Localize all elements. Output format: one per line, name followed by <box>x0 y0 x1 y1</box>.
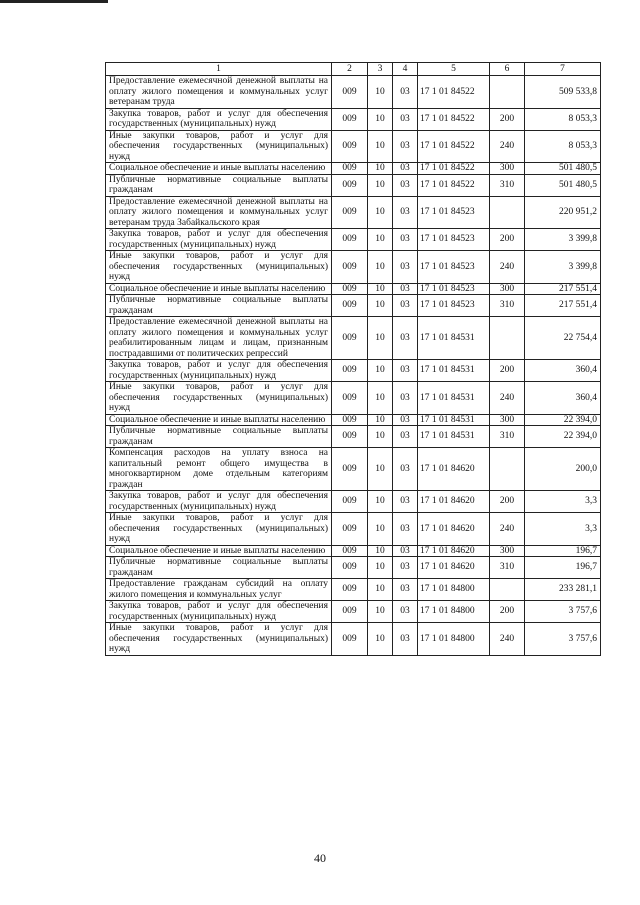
row-amount-cell: 501 480,5 <box>525 174 601 196</box>
row-subsection-cell: 03 <box>393 623 418 656</box>
table-row <box>106 295 601 317</box>
table-row <box>106 414 601 426</box>
row-section-cell: 10 <box>368 579 393 601</box>
row-section-cell: 10 <box>368 130 393 163</box>
row-grbs-cell: 009 <box>332 382 368 415</box>
row-target-article-cell: 17 1 01 84522 <box>418 174 490 196</box>
row-grbs-cell: 009 <box>332 76 368 109</box>
table-row <box>106 163 601 175</box>
row-expense-type-cell: 310 <box>490 557 525 579</box>
row-expense-type-cell: 240 <box>490 513 525 546</box>
row-amount-cell: 196,7 <box>525 557 601 579</box>
column-header: 1 <box>106 63 332 76</box>
row-name-cell: Предоставление ежемесячной денежной выплаты на оплату жилого помещения и коммунальных услуг ветеранам труда <box>106 76 332 109</box>
row-grbs-cell: 009 <box>332 513 368 546</box>
row-name-cell: Публичные нормативные социальные выплаты гражданам <box>106 174 332 196</box>
row-subsection-cell: 03 <box>393 76 418 109</box>
row-name-cell: Социальное обеспечение и иные выплаты населению <box>106 283 332 295</box>
page-number: 40 <box>314 851 326 865</box>
row-grbs-cell: 009 <box>332 579 368 601</box>
row-expense-type-cell: 200 <box>490 108 525 130</box>
row-section-cell: 10 <box>368 108 393 130</box>
column-header: 3 <box>368 63 393 76</box>
row-target-article-cell: 17 1 01 84523 <box>418 295 490 317</box>
row-target-article-cell: 17 1 01 84531 <box>418 317 490 360</box>
row-target-article-cell: 17 1 01 84523 <box>418 283 490 295</box>
row-section-cell: 10 <box>368 448 393 491</box>
row-grbs-cell: 009 <box>332 130 368 163</box>
row-target-article-cell: 17 1 01 84800 <box>418 601 490 623</box>
row-section-cell: 10 <box>368 545 393 557</box>
row-target-article-cell: 17 1 01 84523 <box>418 196 490 229</box>
row-target-article-cell: 17 1 01 84531 <box>418 414 490 426</box>
table-row <box>106 623 601 656</box>
row-target-article-cell: 17 1 01 84800 <box>418 579 490 601</box>
row-subsection-cell: 03 <box>393 196 418 229</box>
row-target-article-cell: 17 1 01 84620 <box>418 513 490 546</box>
table-row <box>106 283 601 295</box>
column-header: 5 <box>418 63 490 76</box>
row-section-cell: 10 <box>368 557 393 579</box>
table-row <box>106 382 601 415</box>
row-name-cell: Иные закупки товаров, работ и услуг для обеспечения государственных (муниципальных) нужд <box>106 251 332 284</box>
row-subsection-cell: 03 <box>393 229 418 251</box>
row-target-article-cell: 17 1 01 84522 <box>418 108 490 130</box>
row-name-cell: Закупка товаров, работ и услуг для обеспечения государственных (муниципальных) нужд <box>106 229 332 251</box>
row-grbs-cell: 009 <box>332 196 368 229</box>
table-row <box>106 130 601 163</box>
row-subsection-cell: 03 <box>393 108 418 130</box>
table-row <box>106 557 601 579</box>
row-expense-type-cell: 200 <box>490 360 525 382</box>
row-name-cell: Социальное обеспечение и иные выплаты населению <box>106 414 332 426</box>
row-section-cell: 10 <box>368 251 393 284</box>
row-target-article-cell: 17 1 01 84522 <box>418 130 490 163</box>
row-expense-type-cell: 310 <box>490 295 525 317</box>
row-name-cell: Публичные нормативные социальные выплаты гражданам <box>106 426 332 448</box>
row-target-article-cell: 17 1 01 84531 <box>418 360 490 382</box>
row-name-cell: Публичные нормативные социальные выплаты гражданам <box>106 295 332 317</box>
row-subsection-cell: 03 <box>393 426 418 448</box>
row-expense-type-cell: 200 <box>490 229 525 251</box>
row-name-cell: Публичные нормативные социальные выплаты гражданам <box>106 557 332 579</box>
row-grbs-cell: 009 <box>332 545 368 557</box>
row-target-article-cell: 17 1 01 84522 <box>418 163 490 175</box>
row-amount-cell: 8 053,3 <box>525 130 601 163</box>
table-row <box>106 196 601 229</box>
row-section-cell: 10 <box>368 76 393 109</box>
row-name-cell: Предоставление ежемесячной денежной выплаты на оплату жилого помещения и коммунальных услуг реабилитированным лицам и лицам, признанным пострадавшими от политических репрессий <box>106 317 332 360</box>
table-row <box>106 448 601 491</box>
column-header: 6 <box>490 63 525 76</box>
row-grbs-cell: 009 <box>332 163 368 175</box>
row-expense-type-cell: 240 <box>490 382 525 415</box>
row-name-cell: Компенсация расходов на уплату взноса на капитальный ремонт общего имущества в многоквартирном доме отдельным категориям граждан <box>106 448 332 491</box>
row-section-cell: 10 <box>368 295 393 317</box>
row-grbs-cell: 009 <box>332 229 368 251</box>
row-expense-type-cell: 240 <box>490 130 525 163</box>
row-grbs-cell: 009 <box>332 557 368 579</box>
row-amount-cell: 22 394,0 <box>525 426 601 448</box>
row-target-article-cell: 17 1 01 84620 <box>418 491 490 513</box>
row-name-cell: Иные закупки товаров, работ и услуг для обеспечения государственных (муниципальных) нужд <box>106 130 332 163</box>
row-subsection-cell: 03 <box>393 513 418 546</box>
table-row <box>106 513 601 546</box>
column-header: 4 <box>393 63 418 76</box>
row-name-cell: Социальное обеспечение и иные выплаты населению <box>106 545 332 557</box>
row-name-cell: Предоставление ежемесячной денежной выплаты на оплату жилого помещения и коммунальных услуг ветеранам труда Забайкальского края <box>106 196 332 229</box>
row-grbs-cell: 009 <box>332 601 368 623</box>
row-amount-cell: 360,4 <box>525 360 601 382</box>
table-body <box>106 76 601 656</box>
row-target-article-cell: 17 1 01 84522 <box>418 76 490 109</box>
row-name-cell: Социальное обеспечение и иные выплаты населению <box>106 163 332 175</box>
row-amount-cell: 3,3 <box>525 513 601 546</box>
row-grbs-cell: 009 <box>332 448 368 491</box>
row-subsection-cell: 03 <box>393 382 418 415</box>
row-subsection-cell: 03 <box>393 360 418 382</box>
column-header: 2 <box>332 63 368 76</box>
row-target-article-cell: 17 1 01 84531 <box>418 426 490 448</box>
table-row <box>106 579 601 601</box>
table-row <box>106 545 601 557</box>
table-row <box>106 317 601 360</box>
table-row <box>106 229 601 251</box>
row-subsection-cell: 03 <box>393 130 418 163</box>
table-row <box>106 108 601 130</box>
row-section-cell: 10 <box>368 513 393 546</box>
row-amount-cell: 360,4 <box>525 382 601 415</box>
row-amount-cell: 509 533,8 <box>525 76 601 109</box>
table-header-row <box>106 63 601 76</box>
row-expense-type-cell: 300 <box>490 414 525 426</box>
row-name-cell: Предоставление гражданам субсидий на оплату жилого помещения и коммунальных услуг <box>106 579 332 601</box>
row-amount-cell: 3 399,8 <box>525 251 601 284</box>
row-expense-type-cell: 240 <box>490 251 525 284</box>
row-section-cell: 10 <box>368 317 393 360</box>
table-row <box>106 251 601 284</box>
row-name-cell: Иные закупки товаров, работ и услуг для обеспечения государственных (муниципальных) нужд <box>106 513 332 546</box>
row-amount-cell: 22 754,4 <box>525 317 601 360</box>
row-grbs-cell: 009 <box>332 491 368 513</box>
row-expense-type-cell: 300 <box>490 545 525 557</box>
row-expense-type-cell: 200 <box>490 491 525 513</box>
row-target-article-cell: 17 1 01 84620 <box>418 557 490 579</box>
top-rule <box>0 0 108 3</box>
table-row <box>106 491 601 513</box>
row-grbs-cell: 009 <box>332 174 368 196</box>
table-row <box>106 426 601 448</box>
row-target-article-cell: 17 1 01 84523 <box>418 229 490 251</box>
row-expense-type-cell: 300 <box>490 283 525 295</box>
row-subsection-cell: 03 <box>393 491 418 513</box>
row-expense-type-cell: 300 <box>490 163 525 175</box>
row-subsection-cell: 03 <box>393 579 418 601</box>
row-section-cell: 10 <box>368 414 393 426</box>
row-subsection-cell: 03 <box>393 601 418 623</box>
row-section-cell: 10 <box>368 360 393 382</box>
row-subsection-cell: 03 <box>393 545 418 557</box>
row-expense-type-cell: 240 <box>490 623 525 656</box>
row-target-article-cell: 17 1 01 84620 <box>418 545 490 557</box>
row-subsection-cell: 03 <box>393 448 418 491</box>
table-row <box>106 174 601 196</box>
row-amount-cell: 3,3 <box>525 491 601 513</box>
row-grbs-cell: 009 <box>332 295 368 317</box>
row-name-cell: Закупка товаров, работ и услуг для обеспечения государственных (муниципальных) нужд <box>106 601 332 623</box>
row-section-cell: 10 <box>368 174 393 196</box>
row-expense-type-cell: 310 <box>490 426 525 448</box>
row-amount-cell: 8 053,3 <box>525 108 601 130</box>
row-name-cell: Закупка товаров, работ и услуг для обеспечения государственных (муниципальных) нужд <box>106 360 332 382</box>
row-amount-cell: 220 951,2 <box>525 196 601 229</box>
row-amount-cell: 22 394,0 <box>525 414 601 426</box>
table-row <box>106 601 601 623</box>
row-subsection-cell: 03 <box>393 283 418 295</box>
row-name-cell: Иные закупки товаров, работ и услуг для обеспечения государственных (муниципальных) нужд <box>106 382 332 415</box>
row-subsection-cell: 03 <box>393 414 418 426</box>
row-name-cell: Закупка товаров, работ и услуг для обеспечения государственных (муниципальных) нужд <box>106 491 332 513</box>
row-subsection-cell: 03 <box>393 317 418 360</box>
row-expense-type-cell <box>490 196 525 229</box>
row-section-cell: 10 <box>368 229 393 251</box>
row-section-cell: 10 <box>368 283 393 295</box>
row-subsection-cell: 03 <box>393 295 418 317</box>
row-name-cell: Иные закупки товаров, работ и услуг для обеспечения государственных (муниципальных) нужд <box>106 623 332 656</box>
row-grbs-cell: 009 <box>332 360 368 382</box>
row-amount-cell: 217 551,4 <box>525 283 601 295</box>
table-row <box>106 360 601 382</box>
row-amount-cell: 3 399,8 <box>525 229 601 251</box>
row-target-article-cell: 17 1 01 84800 <box>418 623 490 656</box>
row-grbs-cell: 009 <box>332 283 368 295</box>
row-section-cell: 10 <box>368 382 393 415</box>
row-section-cell: 10 <box>368 491 393 513</box>
row-expense-type-cell <box>490 76 525 109</box>
row-amount-cell: 200,0 <box>525 448 601 491</box>
row-target-article-cell: 17 1 01 84620 <box>418 448 490 491</box>
row-grbs-cell: 009 <box>332 414 368 426</box>
row-subsection-cell: 03 <box>393 251 418 284</box>
row-target-article-cell: 17 1 01 84531 <box>418 382 490 415</box>
row-expense-type-cell <box>490 448 525 491</box>
row-expense-type-cell <box>490 579 525 601</box>
table-row <box>106 76 601 109</box>
row-section-cell: 10 <box>368 163 393 175</box>
row-expense-type-cell: 310 <box>490 174 525 196</box>
row-amount-cell: 501 480,5 <box>525 163 601 175</box>
row-subsection-cell: 03 <box>393 163 418 175</box>
row-amount-cell: 233 281,1 <box>525 579 601 601</box>
budget-table <box>105 62 601 656</box>
row-amount-cell: 217 551,4 <box>525 295 601 317</box>
row-expense-type-cell: 200 <box>490 601 525 623</box>
row-grbs-cell: 009 <box>332 317 368 360</box>
row-grbs-cell: 009 <box>332 426 368 448</box>
row-section-cell: 10 <box>368 196 393 229</box>
row-grbs-cell: 009 <box>332 251 368 284</box>
row-section-cell: 10 <box>368 623 393 656</box>
row-amount-cell: 196,7 <box>525 545 601 557</box>
row-section-cell: 10 <box>368 601 393 623</box>
row-expense-type-cell <box>490 317 525 360</box>
row-name-cell: Закупка товаров, работ и услуг для обеспечения государственных (муниципальных) нужд <box>106 108 332 130</box>
row-subsection-cell: 03 <box>393 557 418 579</box>
row-amount-cell: 3 757,6 <box>525 623 601 656</box>
row-grbs-cell: 009 <box>332 623 368 656</box>
row-section-cell: 10 <box>368 426 393 448</box>
column-header: 7 <box>525 63 601 76</box>
row-amount-cell: 3 757,6 <box>525 601 601 623</box>
row-target-article-cell: 17 1 01 84523 <box>418 251 490 284</box>
row-subsection-cell: 03 <box>393 174 418 196</box>
row-grbs-cell: 009 <box>332 108 368 130</box>
